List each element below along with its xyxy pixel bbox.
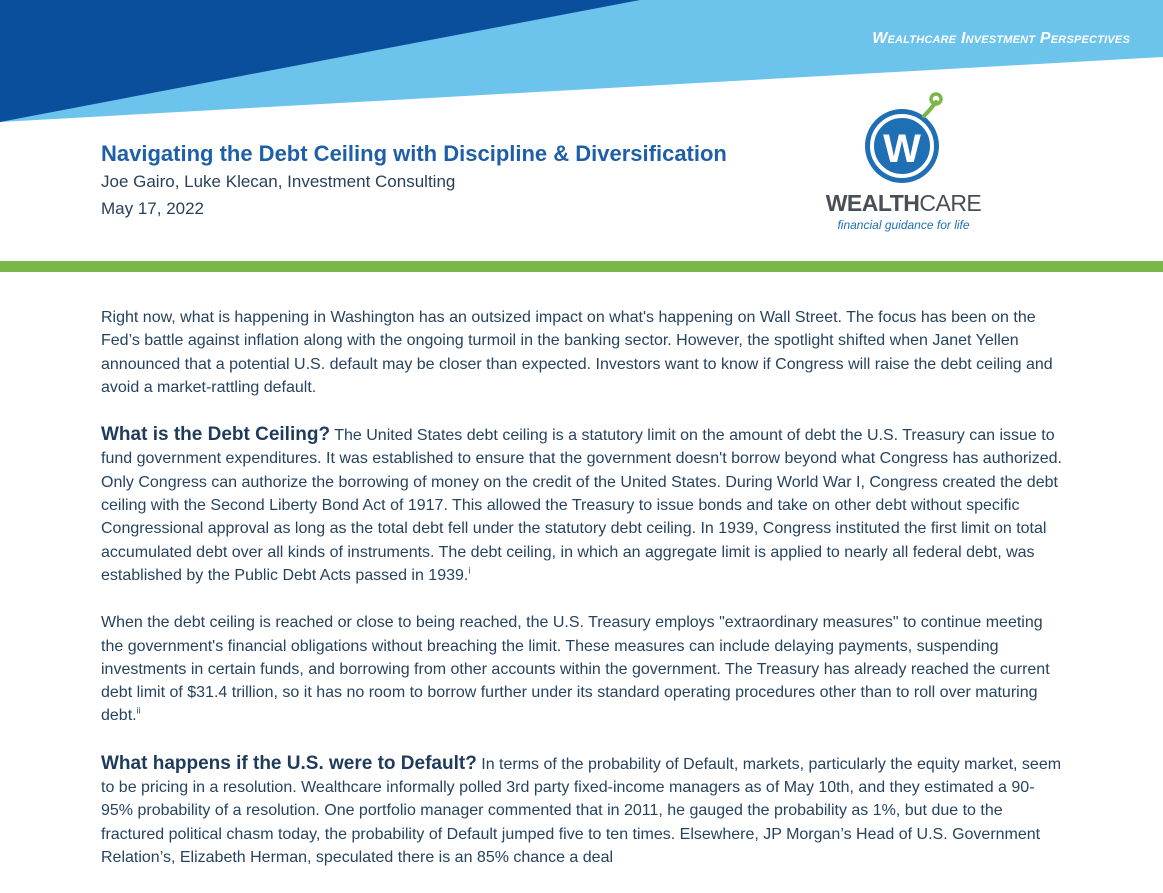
article-body (101, 306, 1066, 893)
section-heading: What happens if the U.S. were to Default? (101, 752, 477, 774)
section-text: The United States debt ceiling is a statutory limit on the amount of debt the U.S. Treasury can issue to fund government expenditures. It was established to ensure that the government doesn't borrow beyond what Congress has authorized. Only Congress can authorize the borrowing of money on the credit of the United States. During World War I, Congress created the debt ceiling with the Second Liberty Bond Act of 1917. This allowed the Treasury to issue bonds and take on other debt without specific Congressional approval as long as the total debt fell under the statutory debt ceiling. In 1939, Congress instituted the first limit on total accumulated debt over all kinds of instruments. The debt ceiling, in which an aggregate limit is applied to nearly all federal debt, was established by the Public Debt Acts passed in 1939. (101, 427, 1062, 584)
section-text: In terms of the probability of Default, markets, particularly the equity market, seem to be pricing in a resolution. Wealthcare informally polled 3rd party fixed-income managers as of May 10th, and they estimated a 90-95% probability of a resolution. One portfolio manager commented that in 2011, he gauged the probability as 1%, but due to the fractured political chasm today, the probability of Default jumped five to ten times. Elsewhere, JP Morgan’s Head of U.S. Government Relation’s, Elizabeth Herman, speculated there is an 85% chance a deal (101, 755, 1062, 866)
series-title: Wealthcare Investment Perspectives (872, 30, 1130, 47)
authors: Joe Gairo, Luke Klecan, Investment Consulting (101, 172, 456, 191)
footnote-ref: ii (136, 706, 141, 717)
footnote-ref: i (468, 565, 471, 576)
debt-ceiling-section (101, 423, 1066, 587)
svg-text:W: W (883, 127, 921, 171)
intro-paragraph: Right now, what is happening in Washington has an outsized impact on what's happening on Wall Street. The focus has been on the Fed’s battle against inflation along with the ongoing turmoil in the banking sector. However, the spotlight shifted when Janet Yellen announced that a potential U.S. default may be closer than expected. Investors want to know if Congress will raise the debt ceiling and avoid a market-rattling default. (101, 309, 1053, 396)
default-section (101, 752, 1066, 869)
extraordinary-measures-paragraph: When the debt ceiling is reached or close to being reached, the U.S. Treasury employs "extraordinary measures" to continue meeting the government's financial obligations without breaching the limit. These measures can include delaying payments, suspending investments in certain funds, and borrowing from other accounts within the government. The Treasury has already reached the current debt limit of $31.4 trillion, so it has no room to borrow further under its standard operating procedures other than to roll over maturing debt.$^{ii}$ (101, 614, 1050, 725)
section-heading: What is the Debt Ceiling? (101, 424, 331, 446)
page-title: Navigating the Debt Ceiling with Discipline & Diversification (101, 141, 727, 166)
logo-tagline: financial guidance for life (837, 218, 970, 232)
green-divider (0, 261, 1163, 272)
publish-date: May 17, 2022 (101, 199, 205, 218)
logo-wordmark: WEALTHCARE (825, 190, 982, 216)
